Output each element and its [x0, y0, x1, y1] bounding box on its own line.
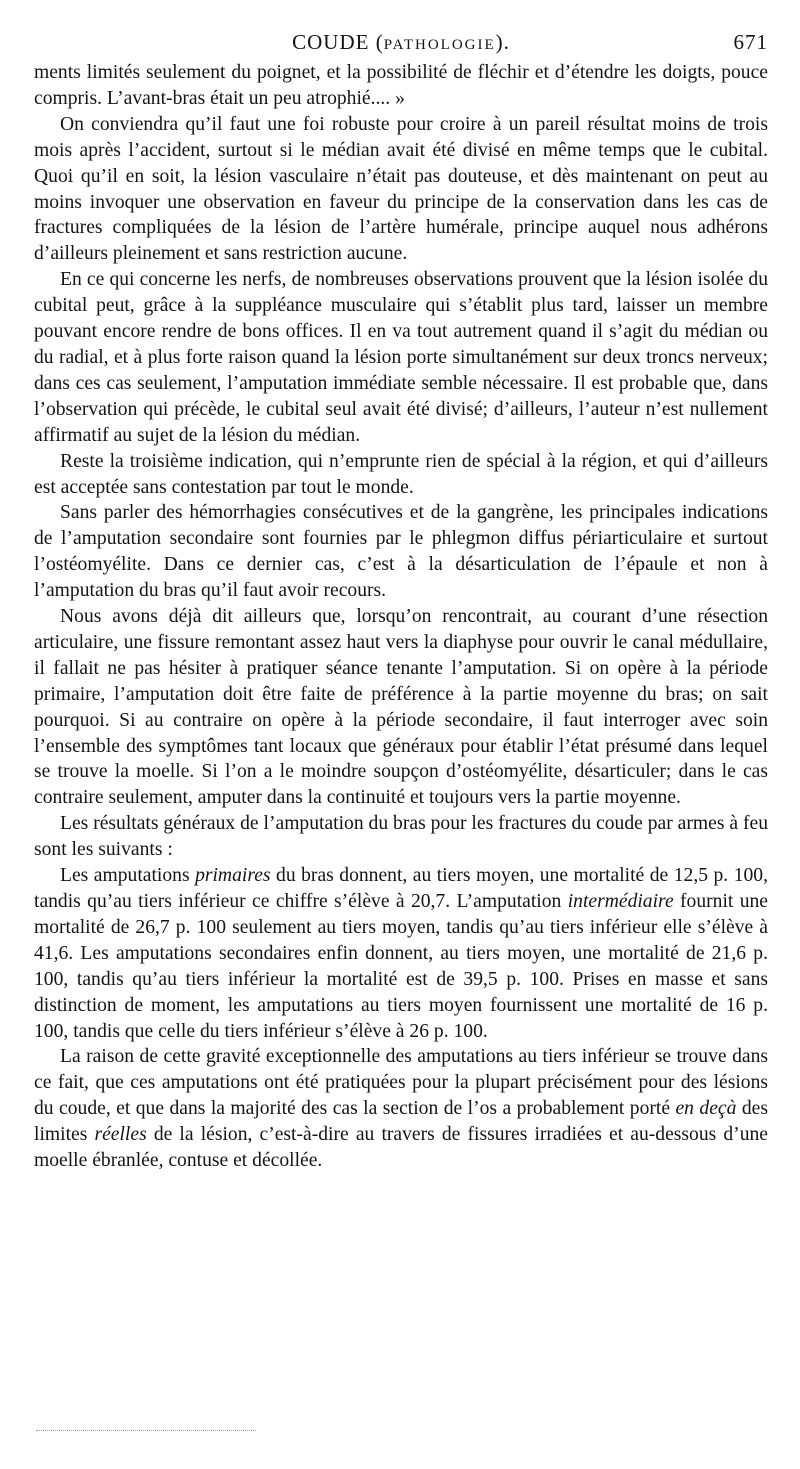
paragraph-6: Nous avons déjà dit ailleurs que, lorsqu’on rencontrait, au courant d’une résection articulaire, une fissure remontant assez haut vers la diaphyse pour ouvrir le canal médullaire, il fallait ne pas hésiter à pratiquer séance tenante l’amputation. Si on opère à la période primaire, l’amputation doit être faite de préférence à la partie moyenne du bras; on sait pourquoi. Si au contraire on opère à la période secondaire, il faut interroger avec soin l’ensemble des symptômes tant locaux que généraux pour établir l’état présumé dans lequel se trouve la moelle. Si l’on a le moindre soupçon d’ostéomyélite, désarticuler; dans le cas contraire seulement, amputer dans la continuité et toujours vers la partie moyenne.: [34, 606, 768, 809]
paragraph-8-italic-primaires: primaires: [195, 865, 271, 887]
running-title: [34, 30, 768, 55]
running-title-subtitle: PATHOLOGIE: [383, 37, 496, 53]
paragraph-9-text-2: des limites: [34, 1098, 768, 1146]
paragraph-7: Les résultats généraux de l’amputation du bras pour les fractures du coude par armes à feu sont les suivants :: [34, 813, 768, 861]
paragraph-3: En ce qui concerne les nerfs, de nombreuses observations prouvent que la lésion isolée du cubital peut, grâce à la suppléance musculaire qui s’établit plus tard, laisser un membre pouvant encore rendre de bons offices. Il en va tout autrement quand il s’agit du médian ou du radial, et à plus forte raison quand la lésion porte simultanément sur deux troncs nerveux; dans ces cas seulement, l’amputation immédiate semble nécessaire. Il est probable que, dans l’observation qui précède, le cubital seul avait été divisé; d’ailleurs, l’auteur n’est nullement affirmatif au sujet de la lésion du médian.: [34, 269, 768, 446]
paragraph-8-italic-intermediaire: intermédiaire: [567, 891, 674, 912]
running-title-end: ).: [495, 30, 510, 54]
body-text: [34, 60, 768, 1174]
page-number: 671: [733, 30, 768, 54]
paragraph-9-italic-en-deca: en deçà: [675, 1098, 737, 1120]
paragraph-4: Reste la troisième indication, qui n’emprunte rien de spécial à la région, et qui d’ailleurs est acceptée sans contestation par tout le monde.: [34, 450, 768, 498]
document-page: [34, 30, 768, 1174]
paragraph-8-text-1: Les amputations: [60, 865, 196, 887]
paragraph-5: Sans parler des hémorrhagies consécutives et de la gangrène, les principales indications de l’amputation secondaire sont fournies par le phlegmon diffus périarticulaire et surtout l’ostéomyélite. Dans ce dernier cas, c’est à la désarticulation de l’épaule et non à l’amputation du bras qu’il faut avoir recours.: [34, 502, 768, 602]
footer-dotted-line: [36, 1426, 256, 1431]
paragraph-8-text-3: fournit une mortalité de 26,7 p. 100 seulement au tiers moyen, tandis qu’au tiers inférieur elle s’élève à 41,6. Les amputations secondaires enfin donnent, au tiers moyen, une mortalité de 21,6 p. 100, tandis qu’au tiers inférieur la mortalité est de 39,5 p. 100. Prises en masse et sans distinction de moment, les amputations au tiers moyen fournissent une mortalité de 16 p. 100, tandis que celle du tiers inférieur s’élève à 26 p. 100.: [34, 891, 769, 1042]
paragraph-9-text-1: La raison de cette gravité exceptionnelle des amputations au tiers inférieur se trouve dans ce fait, que ces amputations ont été pratiquées pour la plupart précisément pour des lésions du coude, et que dans la majorité des cas la section de l’os a probablement porté: [34, 1046, 768, 1120]
paragraph-9: [34, 1044, 768, 1174]
page-header: [34, 30, 768, 60]
paragraph-8-text-2: du bras donnent, au tiers moyen, une mortalité de 12,5 p. 100, tandis qu’au tiers inférieur ce chiffre s’élève à 20,7. L’amputation: [34, 865, 768, 912]
paragraph-9-text-3: de la lésion, c’est-à-dire au travers de fissures irradiées et au-dessous d’une moelle ébranlée, contuse et décollée.: [34, 1124, 768, 1172]
paragraph-2: On conviendra qu’il faut une foi robuste pour croire à un pareil résultat moins de trois mois après l’accident, surtout si le médian avait été divisé en même temps que le cubital. Quoi qu’il en soit, la lésion vasculaire n’était pas douteuse, et dès maintenant on peut au moins invoquer une observation en faveur du principe de la conservation dans les cas de fractures compliquées de la lésion de l’artère humérale, principe auquel nous adhérons d’ailleurs pleinement et sans restriction aucune.: [34, 113, 768, 265]
paragraph-8: [34, 863, 768, 1044]
running-title-main: COUDE (: [292, 30, 384, 54]
paragraph-9-italic-reelles: réelles: [94, 1124, 147, 1146]
paragraph-1: ments limités seulement du poignet, et la possibilité de fléchir et d’étendre les doigts, pouce compris. L’avant-bras était un peu atrophié.... »: [34, 62, 768, 109]
